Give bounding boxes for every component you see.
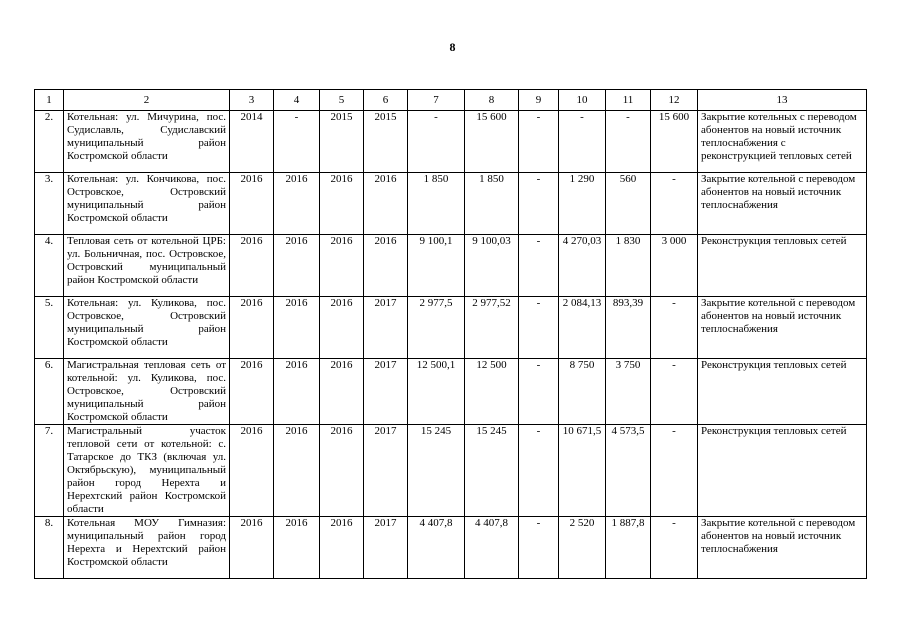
- table-cell: -: [559, 111, 606, 173]
- table-cell: 2016: [230, 235, 274, 297]
- table-cell: 12 500: [465, 359, 519, 425]
- table-cell: 8 750: [559, 359, 606, 425]
- table-cell: 2016: [320, 359, 364, 425]
- column-header: 4: [274, 90, 320, 111]
- table-cell: 2017: [364, 425, 408, 517]
- table-cell: 2016: [320, 235, 364, 297]
- investment-table: [34, 89, 867, 579]
- table-row: [35, 297, 867, 359]
- table-cell: 2016: [230, 173, 274, 235]
- table-cell: 12 500,1: [408, 359, 465, 425]
- measure-description: Закрытие котельной с переводом абонентов на новый источник теплоснабжения: [698, 173, 867, 235]
- table-cell: -: [519, 297, 559, 359]
- table-cell: -: [651, 517, 698, 579]
- table-cell: -: [408, 111, 465, 173]
- column-header: 8: [465, 90, 519, 111]
- table-cell: 2 977,52: [465, 297, 519, 359]
- table-cell: 2 977,5: [408, 297, 465, 359]
- header-row: [35, 90, 867, 111]
- table-cell: 2016: [320, 173, 364, 235]
- table-row: [35, 359, 867, 425]
- column-header: 13: [698, 90, 867, 111]
- object-name: Тепловая сеть от котельной ЦРБ: ул. Больничная, пос. Островское, Островский муниципальный район Костромской области: [64, 235, 230, 297]
- table-cell: -: [651, 359, 698, 425]
- table-cell: 2016: [274, 173, 320, 235]
- table-cell: 893,39: [606, 297, 651, 359]
- table-cell: 2 084,13: [559, 297, 606, 359]
- table-cell: -: [651, 173, 698, 235]
- row-number: 7.: [35, 425, 64, 517]
- measure-description: Реконструкция тепловых сетей: [698, 235, 867, 297]
- measure-description: Закрытие котельной с переводом абонентов на новый источник теплоснабжения: [698, 517, 867, 579]
- table-cell: 2016: [320, 425, 364, 517]
- table-cell: -: [519, 425, 559, 517]
- column-header: 9: [519, 90, 559, 111]
- table-cell: 4 573,5: [606, 425, 651, 517]
- table-cell: 2017: [364, 297, 408, 359]
- table-cell: 2016: [274, 425, 320, 517]
- table-row: [35, 235, 867, 297]
- row-number: 3.: [35, 173, 64, 235]
- table-cell: -: [606, 111, 651, 173]
- table-cell: 560: [606, 173, 651, 235]
- table-cell: 3 750: [606, 359, 651, 425]
- table-cell: -: [519, 517, 559, 579]
- table-cell: 2016: [230, 359, 274, 425]
- table-cell: 15 245: [465, 425, 519, 517]
- table-cell: 4 407,8: [408, 517, 465, 579]
- column-header: 2: [64, 90, 230, 111]
- table-cell: 2016: [274, 235, 320, 297]
- row-number: 8.: [35, 517, 64, 579]
- table-cell: 15 600: [465, 111, 519, 173]
- table-cell: -: [274, 111, 320, 173]
- table-cell: 15 600: [651, 111, 698, 173]
- table-cell: -: [519, 111, 559, 173]
- table-cell: 2014: [230, 111, 274, 173]
- table-cell: -: [651, 297, 698, 359]
- table-cell: 4 407,8: [465, 517, 519, 579]
- column-header: 7: [408, 90, 465, 111]
- table-cell: 2016: [274, 297, 320, 359]
- table-cell: 9 100,1: [408, 235, 465, 297]
- table-cell: 2016: [320, 517, 364, 579]
- table-cell: 1 830: [606, 235, 651, 297]
- column-header: 3: [230, 90, 274, 111]
- table-cell: 2017: [364, 359, 408, 425]
- table-cell: 2016: [230, 297, 274, 359]
- table-row: [35, 425, 867, 517]
- table-cell: 1 850: [408, 173, 465, 235]
- measure-description: Реконструкция тепловых сетей: [698, 359, 867, 425]
- table-cell: -: [519, 235, 559, 297]
- column-header: 6: [364, 90, 408, 111]
- table-cell: 9 100,03: [465, 235, 519, 297]
- table-cell: 1 850: [465, 173, 519, 235]
- object-name: Котельная: ул. Куликова, пос. Островское, Островский муниципальный район Костромской области: [64, 297, 230, 359]
- page-number: 8: [449, 40, 456, 54]
- table-row: [35, 517, 867, 579]
- object-name: Магистральный участок тепловой сети от котельной: с. Татарское до ТКЗ (включая ул. Октябрьскую), муниципальный район город Нерехта и Нерехтский район Костромской области: [64, 425, 230, 517]
- object-name: Котельная: ул. Мичурина, пос. Судиславль, Судиславский муниципальный район Костромской области: [64, 111, 230, 173]
- column-header: 5: [320, 90, 364, 111]
- table-cell: 2016: [320, 297, 364, 359]
- column-header: 12: [651, 90, 698, 111]
- table-cell: 1 887,8: [606, 517, 651, 579]
- table-cell: -: [519, 173, 559, 235]
- table-cell: 2 520: [559, 517, 606, 579]
- table-row: [35, 111, 867, 173]
- table-cell: 2017: [364, 517, 408, 579]
- measure-description: Закрытие котельных с переводом абонентов на новый источник теплоснабжения с реконструкцией тепловых сетей: [698, 111, 867, 173]
- table-cell: 1 290: [559, 173, 606, 235]
- table-cell: 2016: [364, 235, 408, 297]
- table-cell: 2016: [230, 517, 274, 579]
- table-cell: 2015: [364, 111, 408, 173]
- row-number: 2.: [35, 111, 64, 173]
- column-header: 10: [559, 90, 606, 111]
- column-header: 11: [606, 90, 651, 111]
- object-name: Магистральная тепловая сеть от котельной: ул. Куликова, пос. Островское, Островский муниципальный район Костромской области: [64, 359, 230, 425]
- table-cell: 2015: [320, 111, 364, 173]
- object-name: Котельная МОУ Гимназия: муниципальный район город Нерехта и Нерехтский район Костромской области: [64, 517, 230, 579]
- table-cell: 15 245: [408, 425, 465, 517]
- table-cell: 3 000: [651, 235, 698, 297]
- table-cell: 2016: [274, 359, 320, 425]
- column-header: 1: [35, 90, 64, 111]
- table-cell: 2016: [364, 173, 408, 235]
- row-number: 4.: [35, 235, 64, 297]
- table-cell: 2016: [230, 425, 274, 517]
- table-cell: 2016: [274, 517, 320, 579]
- measure-description: Реконструкция тепловых сетей: [698, 425, 867, 517]
- table-cell: 4 270,03: [559, 235, 606, 297]
- measure-description: Закрытие котельной с переводом абонентов на новый источник теплоснабжения: [698, 297, 867, 359]
- row-number: 5.: [35, 297, 64, 359]
- table-cell: -: [651, 425, 698, 517]
- table-row: [35, 173, 867, 235]
- object-name: Котельная: ул. Кончикова, пос. Островское, Островский муниципальный район Костромской области: [64, 173, 230, 235]
- table-cell: -: [519, 359, 559, 425]
- row-number: 6.: [35, 359, 64, 425]
- table-cell: 10 671,5: [559, 425, 606, 517]
